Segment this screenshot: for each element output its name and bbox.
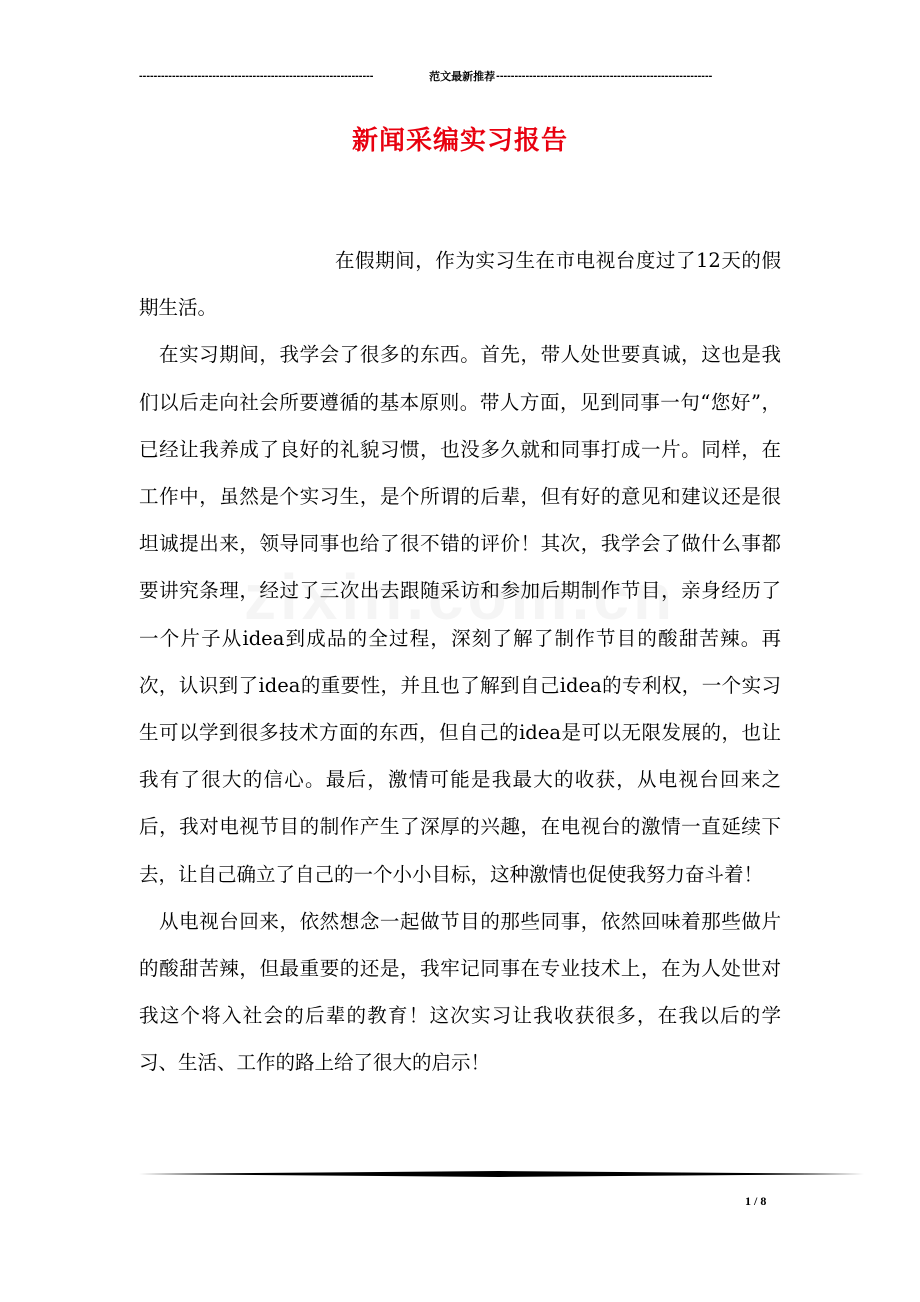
document-body: [139, 237, 781, 1087]
page-number: 1 / 8: [745, 1194, 767, 1208]
paragraph-1: 在假期间，作为实习生在市电视台度过了12天的假期生活。: [139, 249, 781, 320]
page-header: [139, 68, 767, 84]
paragraph-3: 从电视台回来，依然想念一起做节目的那些同事，依然回味着那些做片的酸甜苦辣，但最重要的还是，我牢记同事在专业技术上，在为人处世对我这个将入社会的后辈的教育！这次实习让我收获很多，在我以后的学习、生活、工作的路上给了很大的启示！: [139, 909, 781, 1075]
header-label: 范文最新推荐: [429, 71, 496, 83]
footer-rule-shape: [139, 1171, 864, 1177]
paragraph-2: 在实习期间，我学会了很多的东西。首先，带人处世要真诚，这也是我们以后走向社会所要遵循的基本原则。带人方面，见到同事一句“您好”，已经让我养成了良好的礼貌习惯，也没多久就和同事打成一片。同样，在工作中，虽然是个实习生，是个所谓的后辈，但有好的意见和建议还是很坦诚提出来，领导同事也给了很不错的评价！其次，我学会了做什么事都要讲究条理，经过了三次出去跟随采访和参加后期制作节目，亲身经历了一个片子从idea到成品的全过程，深刻了解了制作节目的酸甜苦辣。再次，认识到了idea的重要性，并且也了解到自己idea的专利权，一个实习生可以学到很多技术方面的东西，但自己的idea是可以无限发展的，也让我有了很大的信心。最后，激情可能是我最大的收获，从电视台回来之后，我对电视节目的制作产生了深厚的兴趣，在电视台的激情一直延续下去，让自己确立了自己的一个小小目标，这种激情也促使我努力奋斗着！: [139, 343, 781, 886]
header-dashes-right: -----------------------------------------------------------: [496, 70, 713, 82]
header-dashes-left: ----------------------------------------------------------------: [139, 70, 374, 82]
footer-rule: [139, 1168, 864, 1180]
document-title: 新闻采编实习报告: [351, 126, 568, 156]
